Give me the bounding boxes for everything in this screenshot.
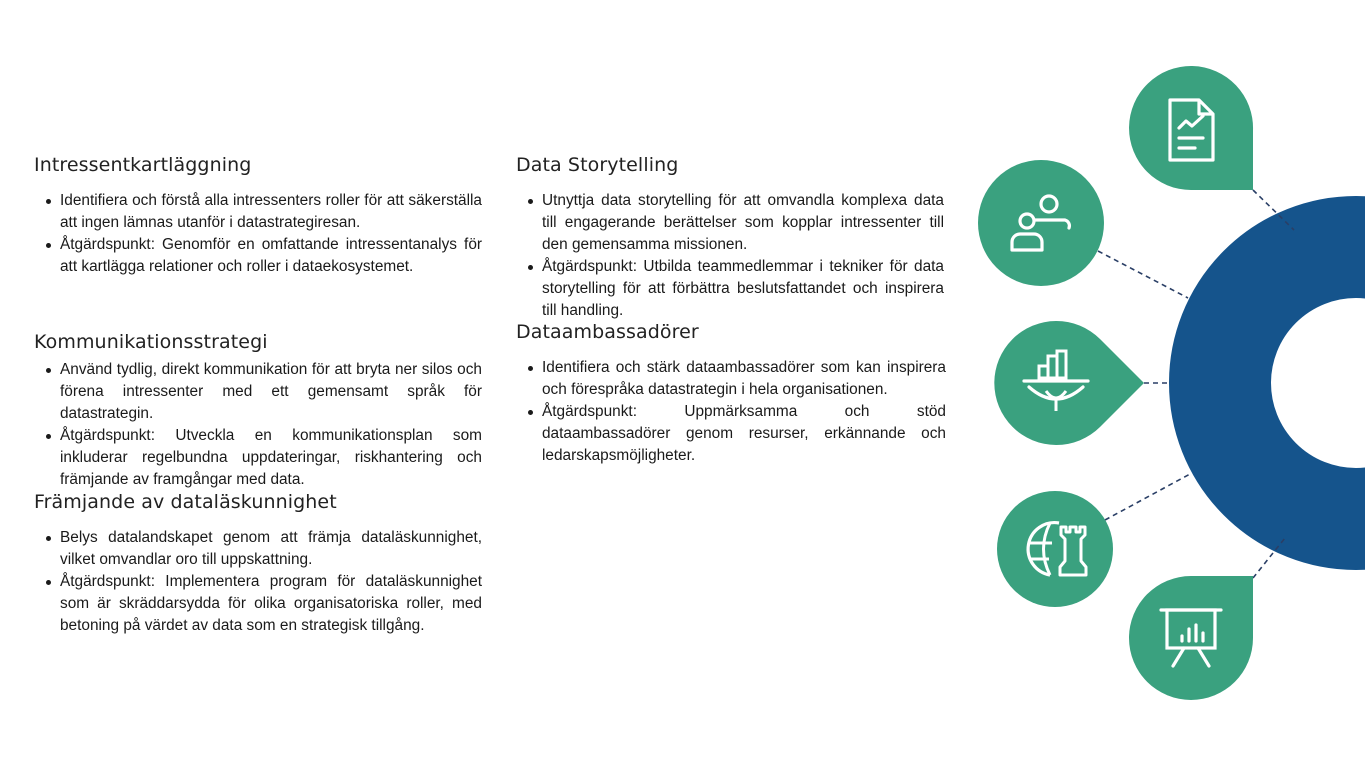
node-shape	[997, 491, 1113, 607]
bullet-item: Belys datalandskapet genom att främja dataläskunnighet, vilket omvandlar oro till uppskattning.	[60, 527, 482, 571]
node-shape	[978, 160, 1104, 286]
node-bar-chart	[994, 321, 1144, 445]
bullet-item: Åtgärdspunkt: Utbilda teammedlemmar i tekniker för data storytelling för att förbättra beslutsfattandet och inspirera till handling.	[542, 256, 944, 322]
bullet-item: Identifiera och förstå alla intressenters roller för att säkerställa att ingen lämnas utanför i datastrategiresan.	[60, 190, 482, 234]
section-title: Kommunikationsstrategi	[34, 331, 268, 353]
section-title: Intressentkartläggning	[34, 154, 252, 176]
section-stakeholder-mapping	[34, 154, 482, 278]
bullet-list	[34, 359, 482, 491]
node-shape	[994, 321, 1144, 445]
section-title: Dataambassadörer	[516, 321, 699, 343]
node-globe-strategy	[997, 491, 1113, 607]
section-communication-strategy	[34, 331, 482, 491]
bullet-item: Åtgärdspunkt: Utveckla en kommunikationsplan som inkluderar regelbundna uppdateringar, riskhantering och främjande av framgångar med data.	[60, 425, 482, 491]
connector-line	[1105, 474, 1190, 520]
node-shape	[1129, 66, 1253, 190]
bullet-item: Åtgärdspunkt: Uppmärksamma och stöd dataambassadörer genom resurser, erkännande och ledarskapsmöjligheter.	[542, 401, 946, 467]
node-report	[1129, 66, 1253, 190]
node-presentation	[1129, 576, 1253, 700]
section-title: Data Storytelling	[516, 154, 679, 176]
bullet-item: Identifiera och stärk dataambassadörer som kan inspirera och förespråka datastrategin i hela organisationen.	[542, 357, 946, 401]
bullet-list	[34, 190, 482, 278]
node-shape	[1129, 576, 1253, 700]
connector-line	[1098, 251, 1188, 298]
bullet-list	[516, 357, 946, 467]
section-data-ambassadors	[516, 321, 946, 467]
bullet-item: Utnyttja data storytelling för att omvandla komplexa data till engagerande berättelser som kopplar intressenter till den gemensamma missionen.	[542, 190, 944, 256]
section-title: Främjande av dataläskunnighet	[34, 491, 337, 513]
bullet-list	[34, 527, 482, 637]
bullet-item: Använd tydlig, direkt kommunikation för att bryta ner silos och förena intressenter med ett gemensamt språk för datastrategin.	[60, 359, 482, 425]
section-data-storytelling	[516, 154, 944, 322]
node-people	[978, 160, 1104, 286]
bullet-list	[516, 190, 944, 322]
bullet-item: Åtgärdspunkt: Implementera program för dataläskunnighet som är skräddarsydda för olika organisatoriska roller, med betoning på värdet av data som en strategisk tillgång.	[60, 571, 482, 637]
section-data-literacy	[34, 491, 482, 637]
bullet-item: Åtgärdspunkt: Genomför en omfattande intressentanalys för att kartlägga relationer och roller i dataekosystemet.	[60, 234, 482, 278]
hub-ring	[1220, 247, 1365, 519]
